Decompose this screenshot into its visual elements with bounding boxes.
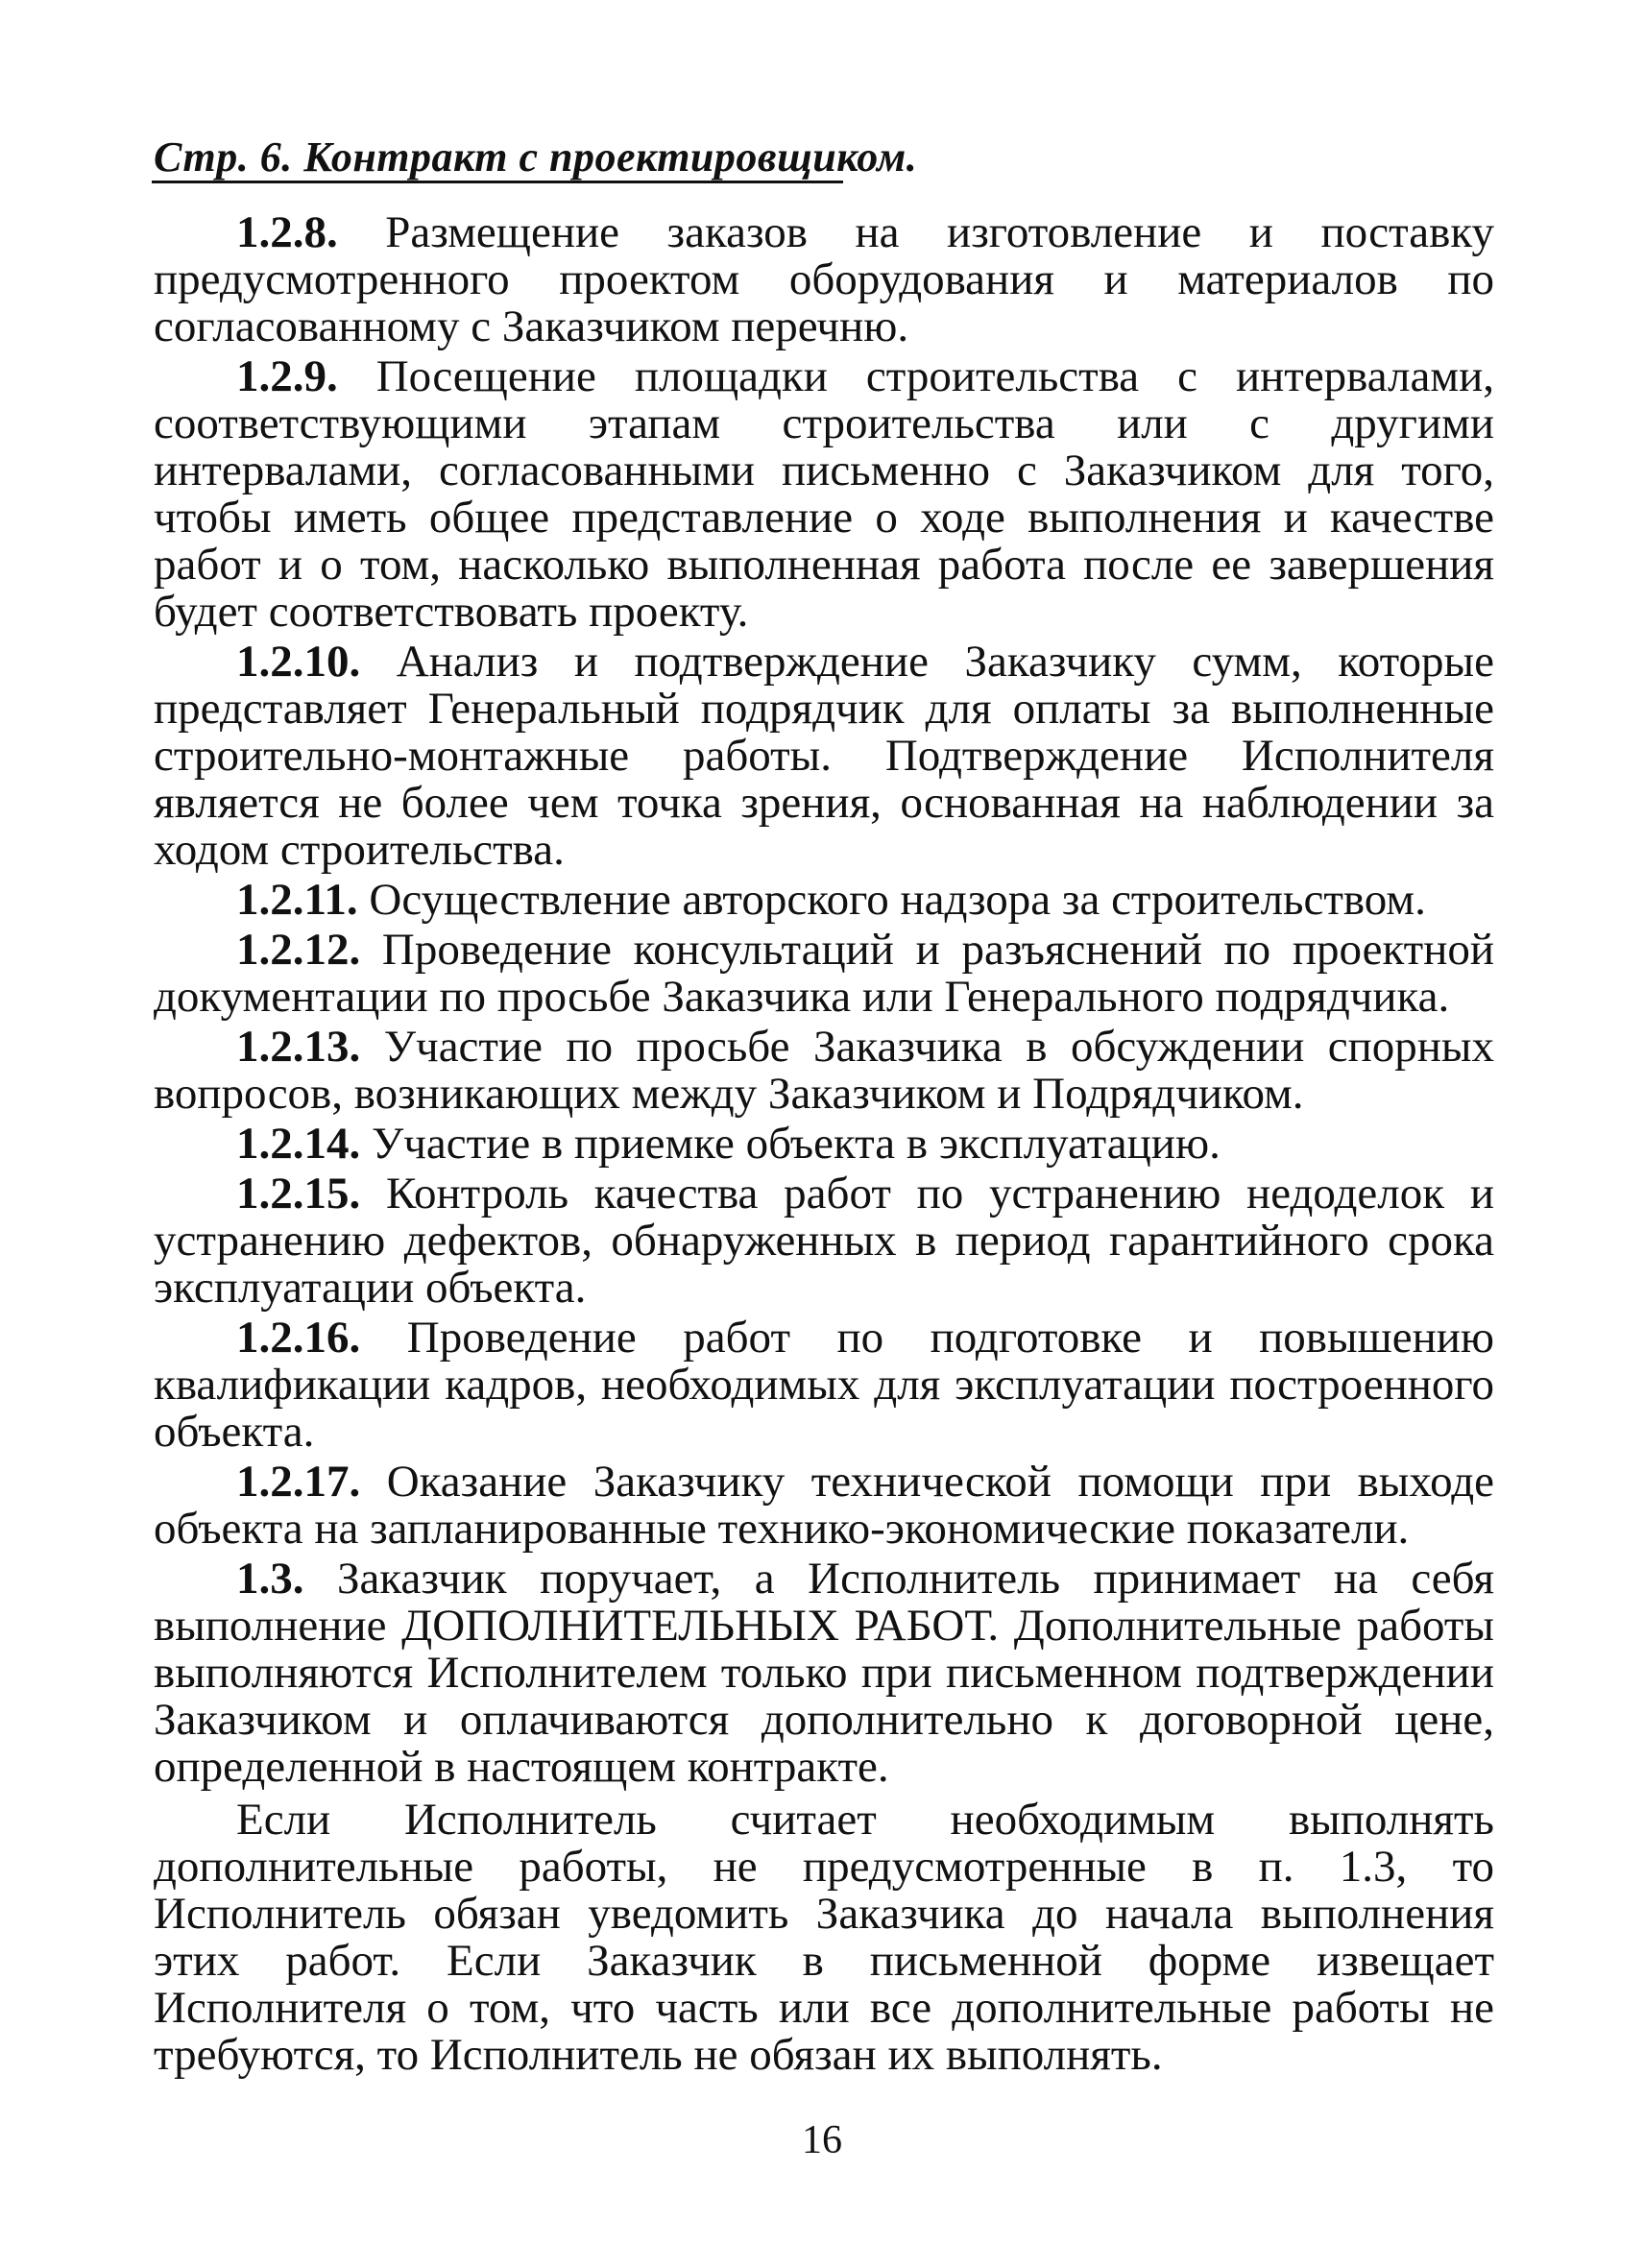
clause-1-2-12	[154, 927, 1494, 1021]
clause-text: Контроль качества работ по устранению недоделок и устранению дефектов, обнаруженных в период гарантийного срока эксплуатации объекта.	[154, 1169, 1494, 1313]
clause-1-2-10	[154, 639, 1494, 874]
clause-text: Размещение заказов на изготовление и поставку предусмотренного проектом оборудования и материалов по согласованному с Заказчиком перечню.	[154, 207, 1494, 351]
body-text	[154, 209, 1494, 2082]
clause-number: 1.2.16.	[236, 1313, 361, 1363]
clause-1-2-8	[154, 209, 1494, 350]
closing-paragraph: Если Исполнитель считает необходимым выполнять дополнительные работы, не предусмотренные в п. 1.3, то Исполнитель обязан уведомить Заказчика до начала выполнения этих работ. Если Заказчик в письменной форме извещает Исполнителя о том, что часть или все дополнительные работы не требуются, то Исполнитель не обязан их выполнять.	[154, 1795, 1494, 2080]
clause-text: Заказчик поручает, а Исполнитель принимает на себя выполнение ДОПОЛНИТЕЛЬНЫХ РАБОТ. Дополнительные работы выполняются Исполнителем только при письменном подтверждении Заказчиком и оплачиваются дополнительно к договорной цене, определенной в настоящем контракте.	[154, 1554, 1494, 1792]
clause-text: Участие по просьбе Заказчика в обсуждении спорных вопросов, возникающих между Заказчиком и Подрядчиком.	[154, 1022, 1494, 1119]
clause-text: Посещение площадки строительства с интервалами, соответствующими этапам строительства или с другими интервалами, согласованными письменно с Заказчиком для того, чтобы иметь общее представление о ходе выполнения и качестве работ и о том, насколько выполненная работа после ее завершения будет соответствовать проекту.	[154, 351, 1494, 637]
running-header-title: Стр. 6. Контракт с проектировщиком.	[154, 133, 918, 181]
clause-text: Проведение консультаций и разъяснений по проектной документации по просьбе Заказчика или Генерального подрядчика.	[154, 925, 1494, 1022]
clause-text: Участие в приемке объекта в эксплуатацию.	[360, 1119, 1221, 1169]
clause-number: 1.2.17.	[236, 1457, 361, 1507]
clause-number: 1.2.13.	[236, 1022, 361, 1072]
page-number: 16	[802, 2118, 842, 2162]
clause-number: 1.2.12.	[236, 925, 361, 975]
clause-number: 1.2.8.	[236, 207, 338, 257]
clause-1-2-11	[154, 877, 1494, 924]
clause-number: 1.2.11.	[236, 875, 358, 925]
header-underline	[152, 181, 843, 183]
clause-1-2-16	[154, 1315, 1494, 1456]
clause-text: Оказание Заказчику технической помощи при выходе объекта на запланированные технико-экономические показатели.	[154, 1457, 1494, 1554]
clause-text: Проведение работ по подготовке и повышению квалификации кадров, необходимых для эксплуатации построенного объекта.	[154, 1313, 1494, 1457]
clause-1-2-17	[154, 1459, 1494, 1553]
clause-number: 1.2.15.	[236, 1169, 361, 1218]
clause-1-2-14	[154, 1121, 1494, 1168]
clause-1-2-9	[154, 353, 1494, 636]
clause-1-2-13	[154, 1024, 1494, 1118]
clause-number: 1.2.9.	[236, 351, 338, 401]
clause-number: 1.3.	[236, 1554, 304, 1604]
clause-number: 1.2.14.	[236, 1119, 361, 1169]
clause-1-2-15	[154, 1170, 1494, 1312]
clause-number: 1.2.10.	[236, 637, 361, 687]
clause-text: Анализ и подтверждение Заказчику сумм, которые представляет Генеральный подрядчик для оплаты за выполненные строительно-монтажные работы. Подтверждение Исполнителя является не более чем точка зрения, основанная на наблюдении за ходом строительства.	[154, 637, 1494, 875]
clause-text: Осуществление авторского надзора за строительством.	[357, 875, 1426, 925]
clause-1-3	[154, 1556, 1494, 1791]
